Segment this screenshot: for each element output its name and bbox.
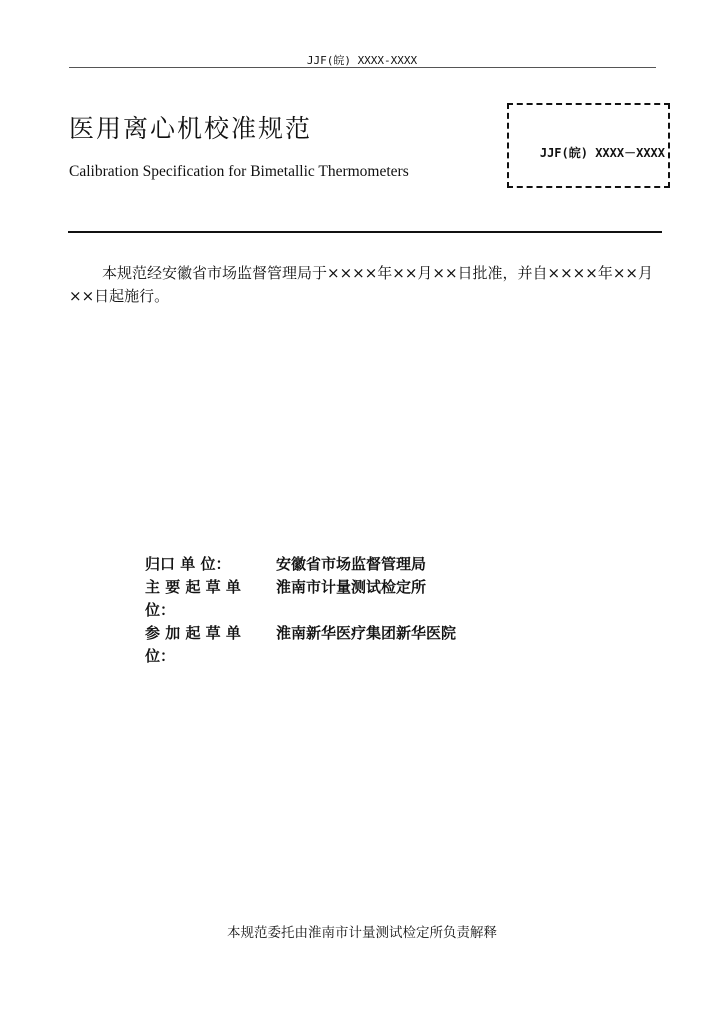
interpretation-note: 本规范委托由淮南市计量测试检定所负责解释 [227,925,497,941]
main-drafter-value: 淮南市计量测试检定所 [276,578,427,596]
header-rule [69,67,656,68]
main-drafter-label: 主 要 起 草 单 [145,578,241,596]
responsible-unit-label: 归口 单 位： [145,555,231,573]
participating-drafter-label-cont: 位： [145,647,176,665]
document-code: JJF(皖) XXXX－XXXX [539,146,665,160]
participating-drafter-label: 参 加 起 草 单 [145,624,241,642]
participating-drafter-value: 淮南新华医疗集团新华医院 [276,624,457,642]
document-code-box [507,103,670,188]
main-drafter-label-cont: 位： [145,601,176,619]
responsible-unit-value: 安徽省市场监督管理局 [276,555,427,573]
document-subtitle: Calibration Specification for Bimetallic Thermometers [69,163,409,180]
running-header: JJF(皖) XXXX-XXXX [306,54,418,67]
approval-statement: 本规范经安徽省市场监督管理局于××××年××月××日批准，并自××××年××月××日起施行。 [69,264,653,305]
title-divider [68,231,662,233]
document-title: 医用离心机校准规范 [69,114,313,143]
